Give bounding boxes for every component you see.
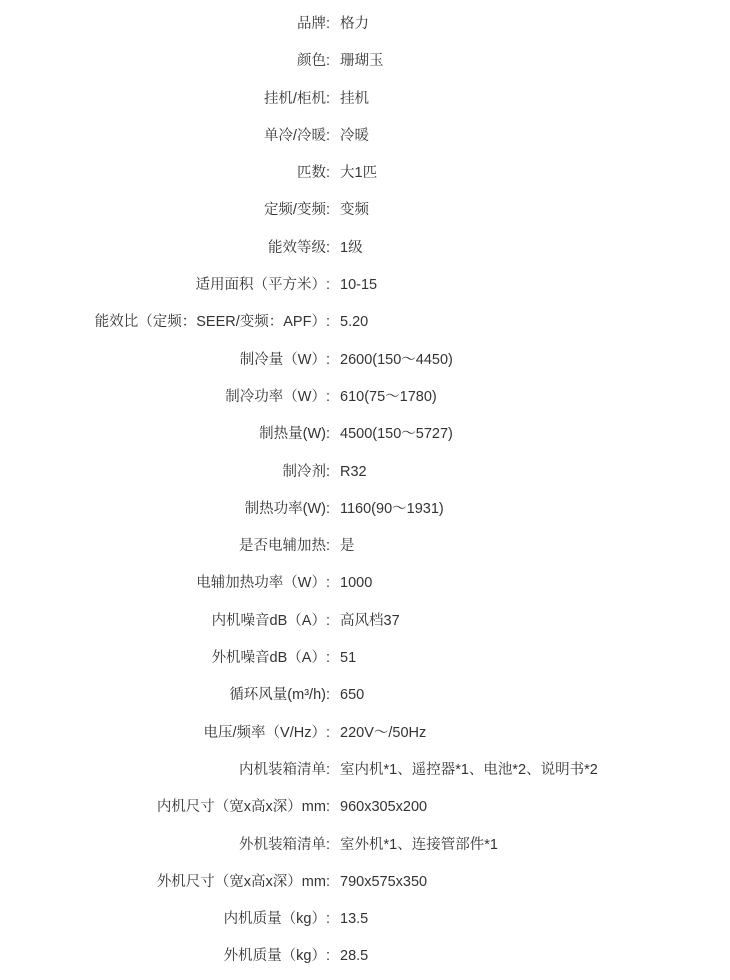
spec-label: 能效等级: (267, 239, 330, 256)
spec-row (0, 864, 730, 901)
spec-value: 室外机*1、连接管部件*1 (340, 836, 498, 853)
spec-row (0, 715, 730, 752)
spec-row (0, 565, 730, 602)
spec-row (0, 827, 730, 864)
spec-value: 1000 (340, 575, 373, 592)
spec-row (0, 379, 730, 416)
spec-value: 高风档37 (340, 612, 400, 629)
spec-label: 品牌: (296, 16, 330, 32)
spec-value: 10-15 (340, 277, 378, 294)
spec-label: 挂机/柜机: (263, 90, 330, 107)
spec-label: 外机装箱清单: (238, 836, 330, 853)
spec-row (0, 752, 730, 789)
spec-label: 颜色: (296, 53, 330, 70)
spec-row (0, 304, 730, 341)
spec-value: 13.5 (340, 911, 369, 928)
spec-label: 制热量(W): (259, 426, 330, 443)
spec-row (0, 491, 730, 528)
spec-label: 制冷功率（W）: (225, 388, 330, 405)
spec-label: 电压/频率（V/Hz）: (203, 724, 330, 741)
spec-value: 650 (340, 687, 365, 704)
spec-label: 外机尺寸（宽x高x深）mm: (156, 873, 330, 890)
spec-value: R32 (340, 463, 367, 480)
spec-label: 循环风量(m³/h): (229, 687, 330, 704)
spec-value: 2600(150～4450) (340, 351, 453, 368)
spec-label: 内机噪音dB（A）: (211, 612, 330, 629)
spec-value: 是 (340, 538, 355, 555)
spec-value: 1160(90～1931) (340, 500, 444, 517)
spec-row (0, 81, 730, 118)
spec-value: 5.20 (340, 314, 369, 331)
spec-label: 电辅加热功率（W）: (196, 575, 330, 592)
spec-label: 制热功率(W): (244, 500, 330, 517)
spec-value: 28.5 (340, 948, 369, 965)
spec-row (0, 938, 730, 975)
spec-label: 外机噪音dB（A）: (211, 650, 330, 667)
spec-row (0, 342, 730, 379)
spec-value: 610(75～1780) (340, 388, 437, 405)
spec-row (0, 155, 730, 192)
spec-row (0, 454, 730, 491)
spec-value: 珊瑚玉 (340, 53, 384, 70)
spec-row (0, 789, 730, 826)
spec-label: 能效比（定频：SEER/变频：APF）: (94, 314, 330, 331)
spec-row (0, 192, 730, 229)
spec-value: 960x305x200 (340, 799, 428, 816)
spec-label: 内机尺寸（宽x高x深）mm: (156, 799, 330, 816)
spec-value: 790x575x350 (340, 873, 428, 890)
spec-label: 内机装箱清单: (238, 761, 330, 778)
spec-row (0, 901, 730, 938)
spec-label: 内机质量（kg）: (223, 911, 330, 928)
spec-label: 是否电辅加热: (238, 538, 330, 555)
spec-value: 1级 (340, 239, 363, 256)
spec-label: 定频/变频: (263, 202, 330, 219)
spec-row (0, 267, 730, 304)
spec-row (0, 416, 730, 453)
spec-value: 冷暖 (340, 127, 369, 144)
spec-value: 220V～/50Hz (340, 724, 427, 741)
spec-row (0, 43, 730, 80)
spec-row (0, 6, 730, 43)
spec-row (0, 603, 730, 640)
spec-row (0, 230, 730, 267)
spec-label: 外机质量（kg）: (223, 948, 330, 965)
spec-value: 4500(150～5727) (340, 426, 453, 443)
spec-label: 适用面积（平方米）: (195, 277, 330, 294)
spec-value: 室内机*1、遥控器*1、电池*2、说明书*2 (340, 761, 598, 778)
spec-value: 挂机 (340, 90, 369, 107)
spec-label: 制冷剂: (282, 463, 330, 480)
spec-label: 匹数: (296, 165, 330, 182)
spec-value: 51 (340, 650, 357, 667)
spec-row (0, 677, 730, 714)
spec-value: 变频 (340, 202, 369, 219)
spec-row (0, 528, 730, 565)
spec-row (0, 640, 730, 677)
spec-label: 单冷/冷暖: (263, 127, 330, 144)
spec-value: 格力 (340, 16, 369, 32)
spec-value: 大1匹 (340, 165, 378, 182)
spec-label: 制冷量（W）: (239, 351, 330, 368)
spec-row (0, 118, 730, 155)
